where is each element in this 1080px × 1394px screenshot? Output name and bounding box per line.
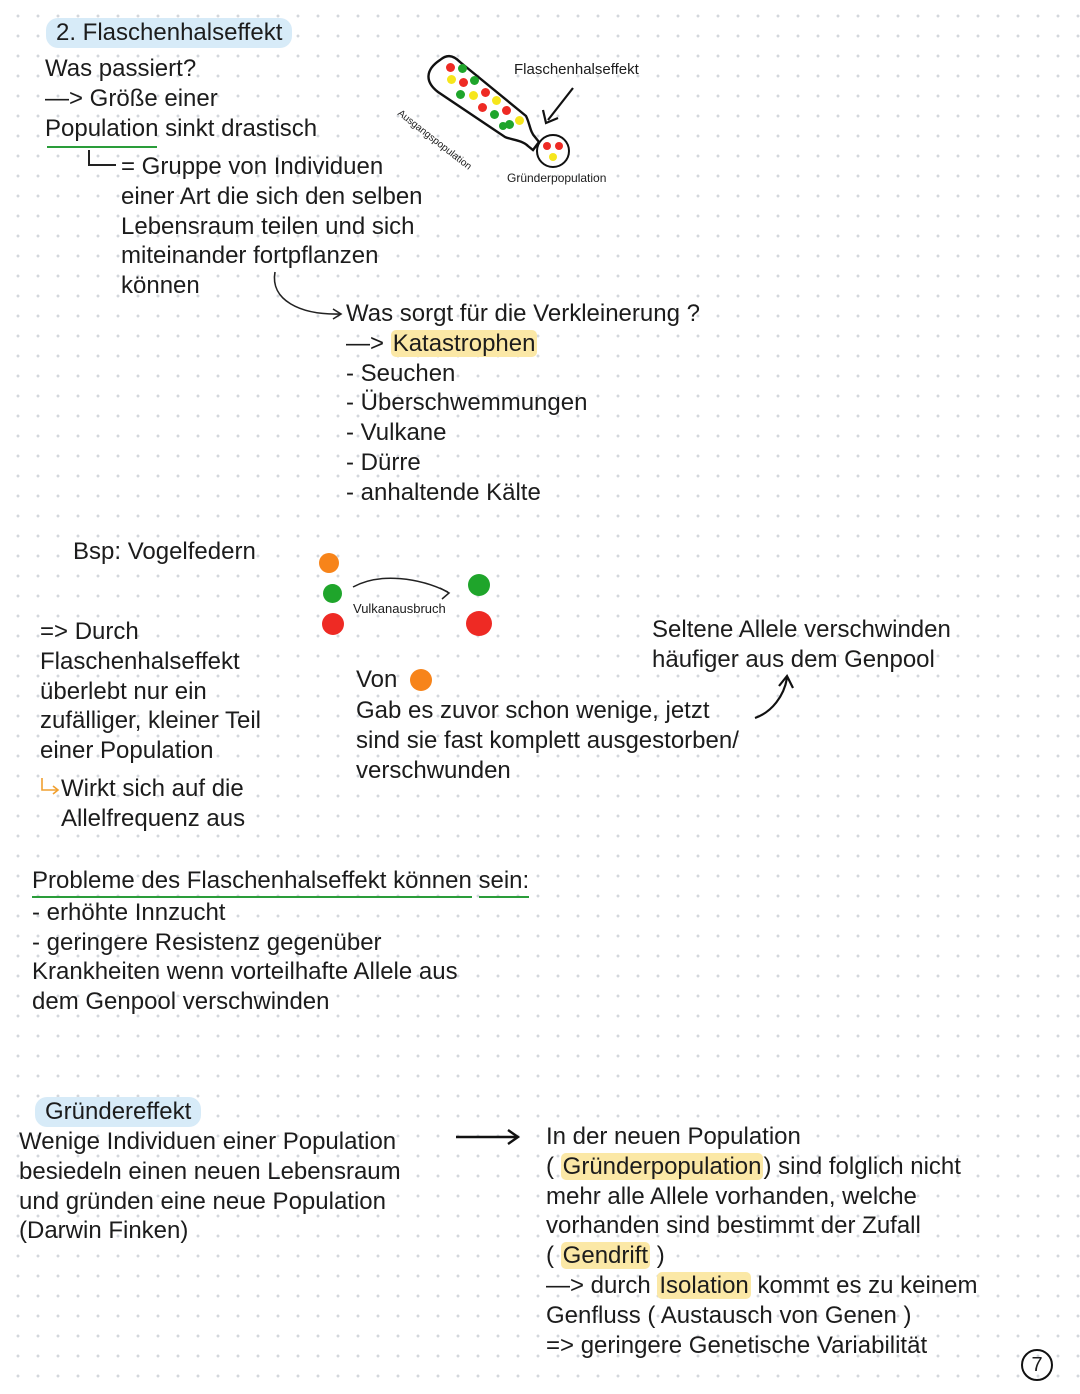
note-line: sind sie fast komplett ausgestorben/ xyxy=(356,726,739,754)
causes-block xyxy=(346,299,700,508)
allele-dot xyxy=(478,103,487,112)
result-line: In der neuen Population xyxy=(546,1123,801,1150)
causes-highlight-line: —> Katastrophen xyxy=(346,329,536,357)
allele-dot xyxy=(515,116,524,125)
rare-alleles-note xyxy=(652,615,951,675)
allele-dot xyxy=(456,90,465,99)
cause-item: - Vulkane xyxy=(346,419,447,447)
catastrophes-highlight: Katastrophen xyxy=(392,329,536,357)
problem-item: - geringere Resistenz gegenüber xyxy=(32,928,382,956)
answer-line-1: —> Größe einer xyxy=(45,84,218,112)
heading-bottleneck: 2. Flaschenhalseffekt xyxy=(46,18,292,48)
allele-dot xyxy=(458,64,467,73)
result-line: Genfluss ( Austausch von Genen ) xyxy=(546,1301,912,1329)
note-line: verschwunden xyxy=(356,756,511,784)
founder-population-label: Gründerpopulation xyxy=(507,171,607,185)
problems-heading-line-1: Probleme des Flaschenhalseffekt können xyxy=(32,866,472,898)
red-allele-dot xyxy=(322,613,344,635)
allele-dot xyxy=(459,78,468,87)
red-allele-dot-after xyxy=(466,611,492,636)
founder-result xyxy=(546,1122,978,1360)
founder-dot xyxy=(555,142,563,150)
diagram-title: Flaschenhalseffekt xyxy=(514,61,639,78)
bracket-connector xyxy=(89,150,116,165)
allele-dot xyxy=(470,76,479,85)
allele-dot xyxy=(502,106,511,115)
curved-arrow xyxy=(274,272,340,314)
question: Was passiert? xyxy=(45,55,197,82)
example-label: Bsp: Vogelfedern xyxy=(73,538,256,565)
allele-dot xyxy=(490,110,499,119)
conclusion-line: zufälliger, kleiner Teil xyxy=(40,707,262,735)
diagram-arrow-icon xyxy=(548,88,573,120)
von-label: Von xyxy=(356,666,398,693)
allele-dot xyxy=(492,96,501,105)
orange-allele-dot-small xyxy=(410,669,432,691)
rare-alleles-line: Seltene Allele verschwinden xyxy=(652,616,951,643)
allele-dot xyxy=(481,88,490,97)
example-note xyxy=(356,696,739,785)
source-population-label: Ausgangspopulation xyxy=(395,108,474,173)
definition-line: können xyxy=(121,272,200,300)
conclusion-line: einer Population xyxy=(40,737,214,765)
allele-dot xyxy=(499,122,507,130)
problem-item: - erhöhte Innzucht xyxy=(32,898,226,926)
definition-line: einer Art die sich den selben xyxy=(121,182,423,210)
definition-line: Lebensraum teilen und sich xyxy=(121,212,415,240)
founder-line: besiedeln einen neuen Lebensraum xyxy=(19,1157,401,1185)
up-arrow xyxy=(755,678,787,718)
note-line: Gab es zuvor schon wenige, jetzt xyxy=(356,697,710,724)
founder-heading-wrap xyxy=(35,1097,201,1127)
problem-item: Krankheiten wenn vorteilhafte Allele aus xyxy=(32,958,458,986)
problem-item: dem Genpool verschwinden xyxy=(32,988,330,1016)
green-allele-dot xyxy=(323,584,342,603)
result-line: => geringere Genetische Variabilität xyxy=(546,1331,928,1359)
volcano-arrow xyxy=(353,578,448,592)
heading-founder-effect: Gründereffekt xyxy=(35,1097,201,1127)
cause-item: - Überschwemmungen xyxy=(346,389,588,417)
effect-line: Wirkt sich auf die xyxy=(61,775,244,802)
page-number-badge xyxy=(1021,1349,1053,1381)
answer-line-2: Population sinkt drastisch xyxy=(45,114,318,142)
volcano-label: Vulkanausbruch xyxy=(353,601,446,616)
effect-line: Allelfrequenz aus xyxy=(61,804,246,832)
founder-dot xyxy=(543,142,551,150)
result-line: mehr alle Allele vorhanden, welche xyxy=(546,1182,917,1210)
conclusion-line: überlebt nur ein xyxy=(40,677,207,705)
effect-block xyxy=(61,774,245,834)
founder-population-highlight: Gründerpopulation xyxy=(562,1152,762,1180)
founder-line: und gründen eine neue Population xyxy=(19,1187,386,1215)
cause-item: - Seuchen xyxy=(346,359,456,387)
green-allele-dot-after xyxy=(468,574,490,596)
problems-heading-line-2: sein: xyxy=(479,866,530,898)
cause-item: - Dürre xyxy=(346,448,421,476)
definition-line: miteinander fortpflanzen xyxy=(121,242,379,270)
allele-dot xyxy=(469,91,478,100)
founder-circle xyxy=(537,135,569,167)
result-line: —> durch Isolation kommt es zu keinem xyxy=(546,1271,978,1299)
allele-dot xyxy=(447,75,456,84)
founder-dot xyxy=(549,153,557,161)
result-line: ( Gründerpopulation) sind folglich nicht xyxy=(546,1152,961,1180)
allele-dot xyxy=(446,63,455,72)
isolation-highlight: Isolation xyxy=(659,1271,749,1299)
gendrift-highlight: Gendrift xyxy=(562,1242,649,1270)
page-number: 7 xyxy=(1031,1354,1043,1376)
result-line: ( Gendrift ) xyxy=(546,1242,665,1270)
orange-allele-dot xyxy=(319,553,339,573)
causes-question: Was sorgt für die Verkleinerung ? xyxy=(346,300,700,327)
problems-block xyxy=(32,866,529,1017)
founder-description xyxy=(19,1127,401,1246)
definition-line: = Gruppe von Individuen xyxy=(121,153,384,180)
rare-alleles-line: häufiger aus dem Genpool xyxy=(652,645,935,673)
conclusion-block xyxy=(40,617,261,766)
founder-line: (Darwin Finken) xyxy=(19,1217,189,1245)
result-line: vorhanden sind bestimmt der Zufall xyxy=(546,1212,921,1240)
founder-line: Wenige Individuen einer Population xyxy=(19,1128,397,1155)
conclusion-line: Flaschenhalseffekt xyxy=(40,647,240,675)
conclusion-line: => Durch xyxy=(40,618,139,645)
cause-item: - anhaltende Kälte xyxy=(346,478,541,506)
